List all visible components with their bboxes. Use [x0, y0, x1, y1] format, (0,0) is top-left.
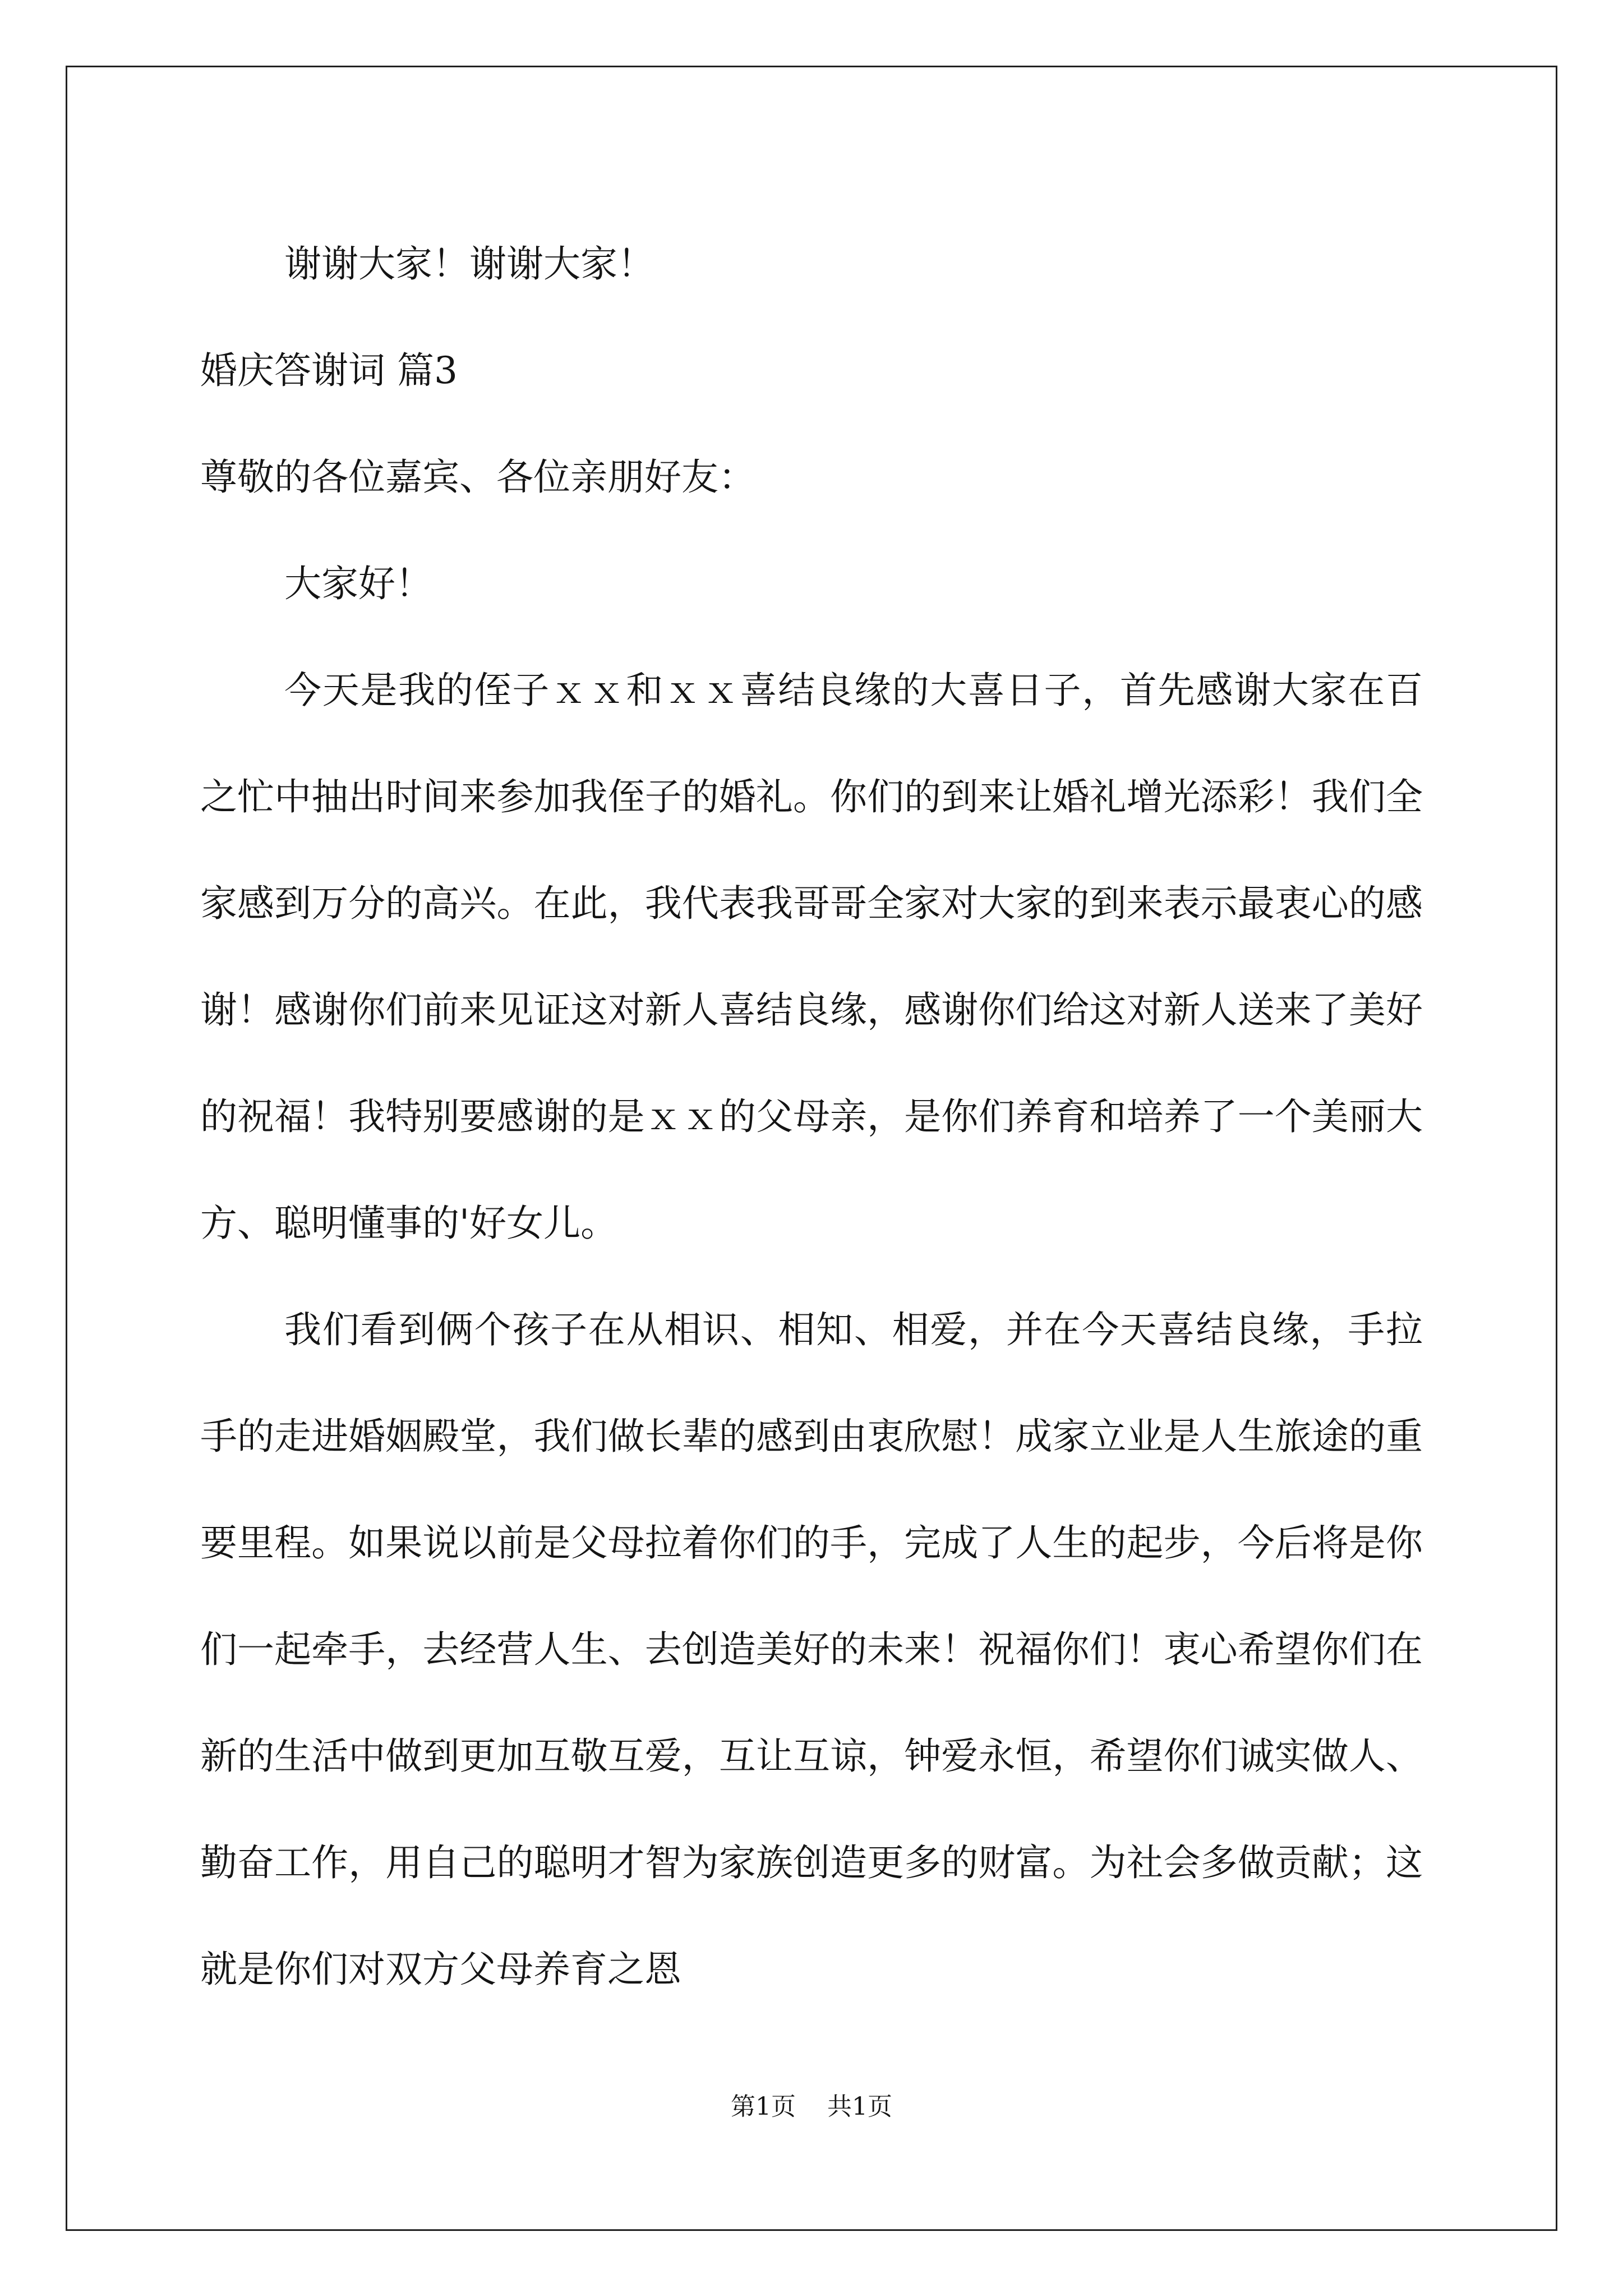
page-total: 共1页 [827, 2092, 892, 2121]
document-body [200, 211, 1423, 2023]
closing-thanks: 谢谢大家！谢谢大家！ [284, 242, 654, 286]
greeting: 大家好！ [284, 562, 432, 605]
page-number: 第1页 [731, 2092, 796, 2121]
body-paragraph: 今天是我的侄子ｘｘ和ｘｘ喜结良缘的大喜日子，首先感谢大家在百之忙中抽出时间来参加我侄子的婚礼。你们的到来让婚礼增光添彩！我们全家感到万分的高兴。在此，我代表我哥哥全家对大家的到来表示最衷心的感谢！感谢你们前来见证这对新人喜结良缘，感谢你们给这对新人送来了美好的祝福！我特别要感谢的是ｘｘ的父母亲，是你们养育和培养了一个美丽大方、聪明懂事的'好女儿。 [200, 669, 1423, 1245]
salutation: 尊敬的各位嘉宾、各位亲朋好友： [200, 455, 755, 499]
section-heading: 婚庆答谢词 篇3 [200, 349, 458, 392]
page-footer [0, 2090, 1623, 2124]
body-paragraph: 我们看到俩个孩子在从相识、相知、相爱，并在今天喜结良缘，手拉手的走进婚姻殿堂，我们做长辈的感到由衷欣慰！成家立业是人生旅途的重要里程。如果说以前是父母拉着你们的手，完成了人生的起步，今后将是你们一起牵手，去经营人生、去创造美好的未来！祝福你们！衷心希望你们在新的生活中做到更加互敬互爱，互让互谅，钟爱永恒，希望你们诚实做人、勤奋工作，用自己的聪明才智为家族创造更多的财富。为社会多做贡献；这就是你们对双方父母养育之恩 [200, 1308, 1423, 1991]
